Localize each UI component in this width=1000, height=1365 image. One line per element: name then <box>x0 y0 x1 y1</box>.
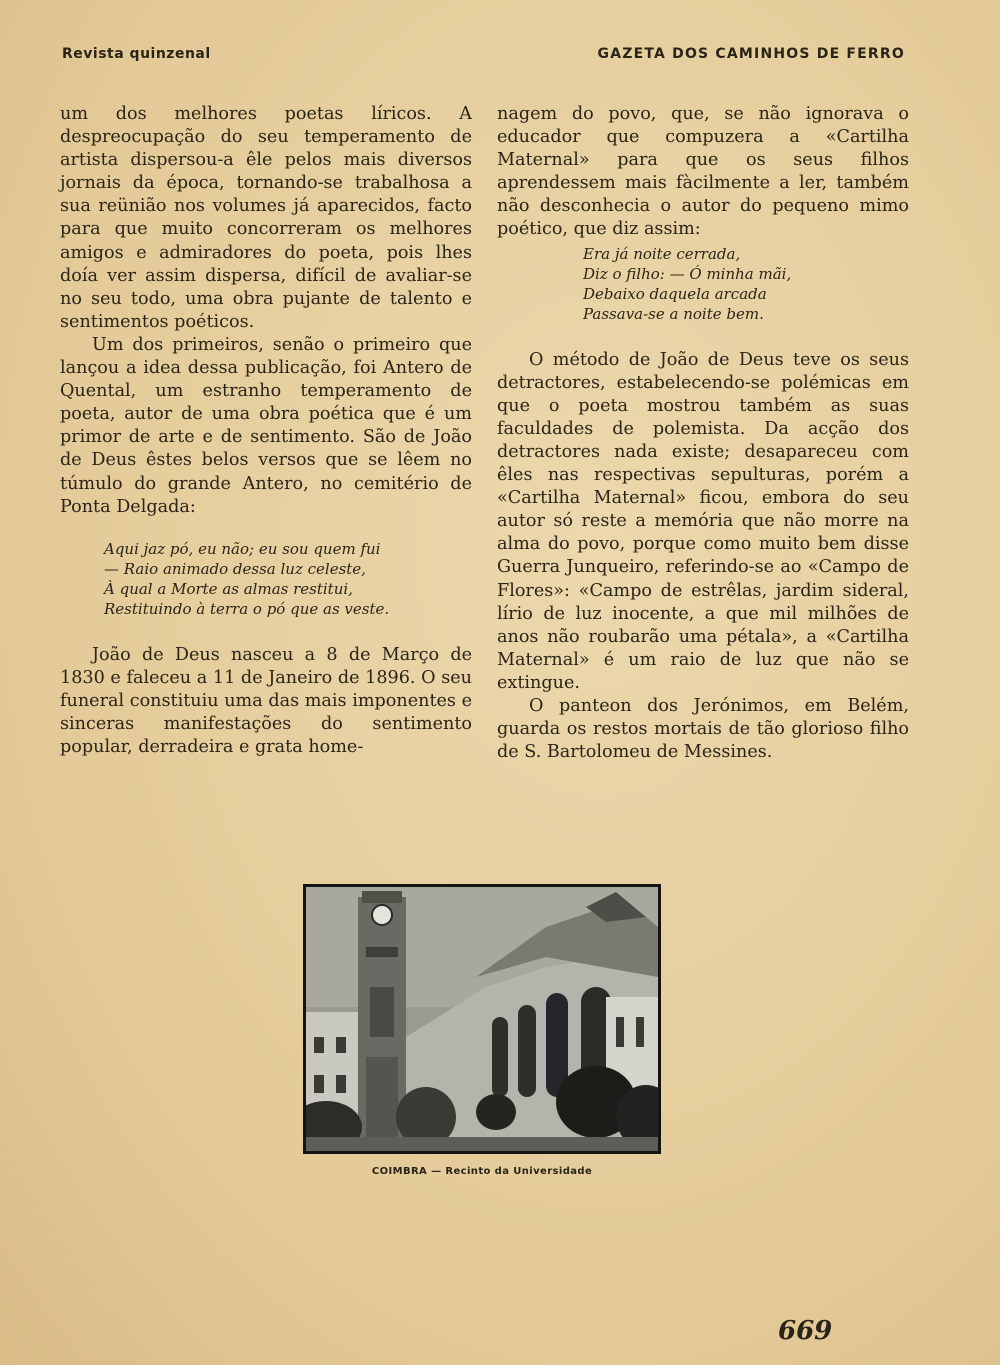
paragraph: um dos melhores poetas líricos. A despreocupação do seu temperamento de artista dispersou-a êle pelos mais diversos jornais da época, tornando-se trabalhosa a sua reünião nos volumes já aparecidos, facto para que muito concorreram os melhores amigos e admiradores do poeta, pois lhes doía ver assim dispersa, difícil de avaliar-se no seu todo, uma obra pujante de talento e sentimentos poéticos. <box>60 104 472 332</box>
running-header-left: Revista quinzenal <box>62 46 211 62</box>
university-photo <box>303 884 661 1154</box>
paragraph: João de Deus nasceu a 8 de Março de 1830 e faleceu a 11 de Janeiro de 1896. O seu funeral constituiu uma das mais imponentes e sinceras manifestações do sentimento popular, derradeira e grata home- <box>60 644 472 758</box>
verse-line: — Raio animado dessa luz celeste, <box>104 559 366 578</box>
photo-caption: COIMBRA — Recinto da Universidade <box>371 1166 593 1177</box>
verse-line: À qual a Morte as almas restitui, <box>104 579 353 598</box>
verse-line: Era já noite cerrada, <box>583 244 741 263</box>
paragraph: Um dos primeiros, senão o primeiro que lançou a idea dessa publicação, foi Antero de Quental, um estranho temperamento de poeta, autor de uma obra poética que é um primor de arte e de sentimento. São de João de Deus êstes belos versos que se lêem no túmulo do grande Antero, no cemitério de Ponta Delgada: <box>60 334 472 517</box>
epitaph-verse <box>104 539 472 619</box>
paragraph: nagem do povo, que, se não ignorava o educador que compuzera a «Cartilha Maternal» para que os seus filhos aprendessem mais fàcilmente a ler, também não desconhecia o autor do pequeno mimo poético, que diz assim: <box>497 104 909 240</box>
verse-line: Aqui jaz pó, eu não; eu sou quem fui <box>104 539 381 558</box>
verse-line: Diz o filho: — Ó minha mãi, <box>583 264 792 283</box>
paragraph: O método de João de Deus teve os seus detractores, estabelecendo-se polémicas em que o poeta mostrou também as suas faculdades de polemista. Da acção dos detractores nada existe; desapareceu com êles nas respectivas sepulturas, porém a «Cartilha Maternal» ficou, embora do seu autor só reste a memória que não morre na alma do povo, porque como muito bem disse Guerra Junqueiro, referindo-se ao «Campo de Flores»: «Campo de estrêlas, jardim sideral, lírio de luz inocente, a que mil milhões de anos não roubarão uma pétala», a «Cartilha Maternal» é um raio de luz que não se extingue. <box>497 349 909 693</box>
verse-line: Debaixo daquela arcada <box>583 284 767 303</box>
left-column <box>60 103 472 759</box>
verse-line: Passava-se a noite bem. <box>583 304 764 323</box>
paragraph: O panteon dos Jerónimos, em Belém, guarda os restos mortais de tão glorioso filho de S. Bartolomeu de Messines. <box>497 695 909 763</box>
right-column <box>497 103 909 764</box>
page-number: 669 <box>778 1316 833 1346</box>
running-header-right: GAZETA DOS CAMINHOS DE FERRO <box>597 46 905 62</box>
verse-line: Restituindo à terra o pó que as veste. <box>104 599 390 618</box>
poem-verse <box>583 244 909 324</box>
